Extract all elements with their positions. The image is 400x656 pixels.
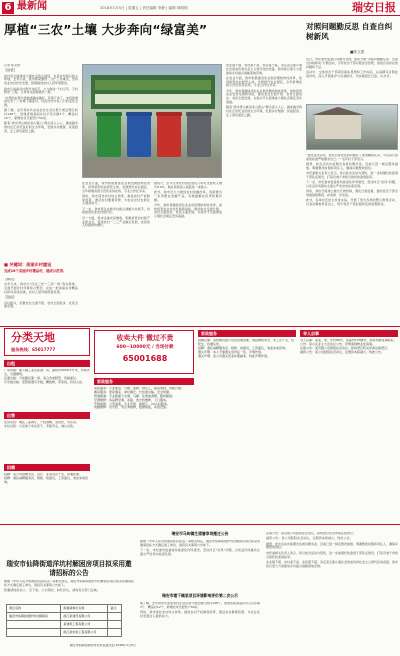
paragraph: 去年以来，我市以“四边三化”“三改一拆”等为载体，全面开展农村环境综合整治，完成一批美丽乡村精品村和风景线创建，农村人居环境明显改善。 [4,282,78,294]
table-row [7,605,122,613]
paragraph: 据悉，此次活动共梳理出各类问题多条，目前已逐一制定整改措施，明确整改时限和责任人，确保问题整改到位。 [266,541,398,550]
paragraph: 据悉，此次活动共梳理出各类问题多条，目前已逐一制定整改措施，明确整改时限和责任人，确保问题整改到位。 [306,162,398,170]
photo-red-bin [157,115,181,157]
notice-table [6,604,122,637]
paragraph: 下一步，市纪委市监委将持续深化作风建设，坚决纠正“四风”问题，以优良作风推动全面从严治党向纵深发展。 [140,548,260,556]
table-row [7,629,122,637]
ad-item: 招聘：酒店诚聘服务员、厨师、收银员，工资面议，欢迎来电咨询。 [4,475,89,484]
masthead [0,0,400,16]
section-divider [0,524,400,525]
table-cell: 浙江某建设有限公司 [61,613,108,621]
category-header: 招聘 [4,464,90,471]
ad-item: 电脑维修：台式机、笔记本维修，数据恢复，系统安装。 [94,405,170,410]
category-header: 家政服务 [94,378,194,385]
ad-item: 减资公告：某公司经股东会决议，注册资本拟减少，特此公告。 [300,349,385,354]
paragraph: 农业强不强、农村美不美、农民富不富，决定着全面小康社会的成色和社会主义现代化的质量。我市将以更大力度推动乡村振兴战略落地见效。 [226,64,302,75]
paragraph: 在农业方面，我市积极推进农业供给侧结构性改革，培育新型农业经营主体，发展现代农业园区，全年新增省级示范性家庭农场、专业合作社多家。 [82,182,150,193]
section-title: 最新闻 [17,1,47,12]
category-header: 出租 [4,360,90,367]
paragraph: 近日，市纪委市监委以问题为导向，组织开展“对照问题勤反思、自查自纠树新风”专题活动，引导党员干部对照党章党规，查找自身存在的问题和不足。 [306,58,398,69]
paragraph: “通过这次活动，我对自身存在的问题有了更清醒的认识，今后将以更高的标准严格要求自己。”一名年轻干部表示。 [306,154,398,161]
paragraph: 在农业方面，我市积极推进农业供给侧结构性改革，培育新型农业经营主体，发展现代农业园区，全年新增省级示范性家庭农场、专业合作社多家。 [226,75,302,88]
center-notice-title: 瑞安市塘下镇某项目环境影响评价第二次公示 [162,593,238,598]
table-cell: 瑞安市仙降街道洋坑村解困房 [7,613,61,621]
side-byline: ■陈文建 [350,50,365,54]
ad-item: 招聘启事：某机械有限公司因发展需要，现招聘技术员、普工若干名，包吃住，待遇从优。 [198,339,295,346]
center-notice-title: 瑞安市马屿镇生猪屠宰场搬迁公告 [171,531,229,536]
paragraph: 下一步，市纪委市监委将持续深化作风建设，坚决纠正“四风”问题，以优良作风推动全面从严治党向纵深发展。 [306,180,398,189]
paragraph: 【提要】 [4,68,17,73]
ad-item: 管道疏通：专业疏通下水道、马桶、化粪池清理，随叫随到。 [94,393,176,398]
notice-body [4,580,134,602]
paragraph: 根据《中华人民共和国招标投标法》等相关规定，瑞安市仙降街道洋坑村解困房项目拟采用邀请招标方式确定施工单位，现将有关事项公告如下。 [140,540,260,547]
ad-item: 家政服务：专业保洁、月嫂、保姆、钟点工，服务周到，价格合理。 [94,387,185,390]
paragraph: 活动中，全体党员干部紧密联系思想和工作实际，认真撰写对照检查材料，深入开展批评与自我批评，切实做到红红脸、出出汗。 [306,69,398,78]
ad-item: 遗失声明：某公司遗失营业执照副本，特此声明作废。 [198,353,271,358]
center-ad-phone: 65001688 [122,354,168,363]
ad-item: 店面出租：万松路店面一间，适合各类经营，价格面议。 [4,375,80,380]
issue-meta: 2018年1月5日 | 星期五 | 责任编辑 李静 | 编辑 林明明 [100,6,188,10]
paragraph: 据了解，去年我市共完成农村生活垃圾分类处理行政村148个，创建省级美丽乡村示范乡镇3个、精品村12个，新增农家乐经营户56家。 [4,108,78,120]
table-cell [108,613,122,621]
table-row [7,613,122,621]
right-notice-body [266,532,398,652]
ads-services [94,387,194,519]
newspaper-logo: 瑞安日报 [352,1,396,14]
table-cell: 浙江某市政工程有限公司 [61,629,108,637]
ads-rent [4,369,90,409]
side-headline: 对照问题勤反思 自查自纠树新风 [306,22,393,41]
paragraph: 拟邀请的投标人：见下表。公示期间，如有异议，请向有关部门反映。 [4,588,101,593]
paragraph: 农村是全面建成小康社会的主战场，也是乡村振兴的主阵地。去年以来，我市紧紧围绕“三农”工作重点，坚持农业农村优先发展，统筹推进农村人居环境整治。 [4,73,78,86]
paragraph: 我市以美丽乡村建设为抓手，大力推进“千村示范、万村整治”工程，全市村庄面貌焕然一新。 [4,86,78,95]
paragraph: 【解读】 [4,278,17,281]
center-notice-body [140,602,260,652]
category-header: 出售 [4,412,90,419]
lead-headline: 厚植“三农”土壤 大步奔向“绿富美” [4,22,208,37]
classified-title: 分类天地 [11,331,55,344]
category-header: 家政服务 [198,330,296,337]
lead-column-1-tail [4,278,78,324]
notice-title: 瑞安市仙降街道洋坑村解困房项目拟采用邀请招标的公告 [6,560,132,577]
side-photo [306,104,398,150]
ad-item: 住房出售：城区三室两厅，产权清晰，采光好，学区房。 [4,421,80,424]
paragraph: 市纪委相关负责人表示，将以此次活动为契机，进一步加强纪检监察干部队伍建设，打造忠诚干净担当的纪检监察铁军。 [266,550,398,559]
paragraph: “村里的垃圾分类做得越来越好，环境干净了，来玩的游客也多了。”在塘下镇某村，村民纷纷为家门口的变化点赞。 [4,95,78,108]
paragraph: 此外，我市还大力推进农村金融改革，创新推出一系列惠农金融产品，有效缓解农民贷款难问题。 [154,190,222,202]
classified-title-box [4,328,90,356]
table-cell: 备注 [108,605,122,613]
ad-item: 开锁换锁：公安备案，专业开锁、换锁芯，24小时服务。 [94,401,170,406]
table-cell [108,621,122,629]
ad-item: 空调维修：各品牌空调、冰箱、洗衣机维修，上门服务。 [94,397,170,402]
ad-item: 注销公告：某有限公司经股东会决议，拟向登记机关申请注销登记。 [300,345,391,350]
page-number: 6 [2,2,14,14]
center-notice-body [140,540,260,590]
paragraph: 据统计，去年全市农村常住居民人均可支配收入增长8.9%，城乡居民收入差距进一步缩小。 [154,182,222,189]
paragraph: 乡村振兴，需要农业全面升级、农村全面进步、农民全面发展。 [4,300,78,309]
photo-blue-bin [127,115,151,157]
paragraph: 注销公告：某有限公司经股东会决议，拟向登记机关申请注销登记。 [266,532,357,535]
photo-grey-bin [187,115,211,157]
paragraph: 同时，我市还将建立健全长效机制，强化日常监督，推动党员干部自觉做到知敬畏、存戒惧、守底线。 [306,189,398,198]
paragraph: 根据《中华人民共和国招标投标法》等相关规定，瑞安市仙降街道洋坑村解困房项目拟采用邀请招标方式确定施工单位，现将有关事项公告如下。 [4,580,134,587]
paragraph: 据了解，去年我市共完成农村生活垃圾分类处理行政村148个，创建省级美丽乡村示范乡镇3个、精品村12个，新增农家乐经营户56家。 [140,602,260,609]
ad-item: 车位出售：小区地下车位若干，手续齐全，诚心出售。 [4,423,77,428]
paragraph: 今年，我市将继续深化农业供给侧结构性改革，加快培育农业农村发展新动能，推动农业全面升级、农村全面进步、农民全面发展，为高水平全面建成小康社会奠定坚实基础。 [226,88,302,104]
byline: 记者 陈文建 [4,64,20,67]
paragraph: 随着“绿水青山就是金山银山”理念深入人心，越来越多的村庄正依托良好的生态环境，发展乡村旅游、民宿经济，走上绿色富民之路。 [4,121,78,133]
lead-column-2 [82,182,150,324]
table-cell [108,629,122,637]
center-ad-title: 收卖大件 微过不贵 [116,334,174,342]
paragraph: 下一步，我市将以实施乡村振兴战略为总抓手，持续推进农业农村现代化。 [82,206,150,215]
table-cell: 拟邀请单位名称 [61,605,108,613]
ad-item: 寻人启事：某某，男，年约60岁，身高约170厘米，如有知情者请联系。 [300,339,397,342]
photo-green-bin [97,115,121,157]
paragraph: 今年，我市将继续深化农业供给侧结构性改革，加快培育农业农村发展新动能，推动农业全面升级、农村全面进步、农民全面发展，为高水平全面建成小康社会奠定坚实基础。 [154,202,222,219]
lead-column-4 [226,64,302,324]
ads-sale [4,421,90,461]
ad-item: 公告：某小区业主大会决议公告，详情请到物业处查阅。 [300,341,376,346]
ad-item: 招聘：酒店诚聘服务员、厨师、收银员，工资面议，欢迎来电咨询。 [198,345,289,350]
section-divider [0,326,400,327]
table-cell: 某建筑工程有限公司 [61,621,108,629]
lead-column-3 [154,182,222,324]
lead-photo [82,64,222,178]
table-cell: 项目名称 [7,605,61,613]
ad-item: 写字楼出租：安阳街道写字楼，精装修，带家具，拎包入住。 [4,379,86,384]
keyword-subhead: ■ 关键词：美丽乡村建设 [4,262,52,267]
classified-hotline: 服务热线：65017777 [11,347,56,352]
paragraph: 市纪委相关负责人表示，将以此次活动为契机，进一步加强纪检监察干部队伍建设，打造忠诚干净担当的纪检监察铁军。 [306,171,398,179]
paragraph: 同时，我市深化农村综合改革，推进农村产权制度改革，激活农村要素资源，为农业农村发展注入强劲动力。 [140,610,260,618]
table-cell [7,629,61,637]
notice-signature: 瑞安市仙降街道洋坑村村民委员会 2018年1月5日 [69,644,136,647]
ad-item: 搬家服务：居民搬家、单位搬迁、长短途运输，安全快捷。 [94,389,173,394]
lead-column-1 [4,64,78,260]
paragraph: 此外，各单位还结合自身实际，开展了形式多样的警示教育活动，以身边事教育身边人，筑牢党员干部拒腐防变的思想防线。 [306,198,398,207]
center-ad-sub: 600~10000元 / 当场付款 [116,345,174,350]
side-column-top [306,58,398,102]
side-column-bottom [306,154,398,324]
category-header: 寻人启事 [300,330,398,337]
ads-jobs [4,473,90,521]
ads-right-1 [198,339,296,519]
paragraph: 农业强不强、农村美不美、农民富不富，决定着全面小康社会的成色和社会主义现代化的质量。我市将以更大力度推动乡村振兴战略落地见效。 [266,559,398,568]
table-row [7,621,122,629]
photo-signboard [91,75,215,109]
ad-item: 遗失声明：本人不慎遗失身份证一张，声明作废。 [198,349,265,354]
keyword-subtext: 完成16个美丽乡村精品村，建成示范带。 [4,269,67,273]
ads-right-2 [300,339,398,519]
paragraph: 减资公告：某公司经股东会决议，注册资本拟减少，特此公告。 [266,536,353,541]
center-ad-box [94,330,194,374]
paragraph: 【链接】 [4,295,17,300]
ad-item: 招聘：某公司招聘文员、会计、业务员若干名，待遇优厚。 [4,473,83,476]
paragraph: 另一方面，我市注重农民增收，积极培育农村新产业新业态，促进农村一二三产业融合发展，农民收入持续较快增长。 [82,215,150,228]
paragraph: 同时，我市深化农村综合改革，推进农村产权制度改革，激活农村要素资源，为农业农村发展注入强劲动力。 [82,193,150,206]
ad-item: 厂房出租：塘下镇工业区标准厂房，面积约2000平方米，水电齐全，交通便利。 [4,369,90,376]
paragraph: 随着“绿水青山就是金山银山”理念深入人心，越来越多的村庄正依托良好的生态环境，发展乡村旅游、民宿经济，走上绿色富民之路。 [226,105,302,117]
table-cell [7,621,61,629]
